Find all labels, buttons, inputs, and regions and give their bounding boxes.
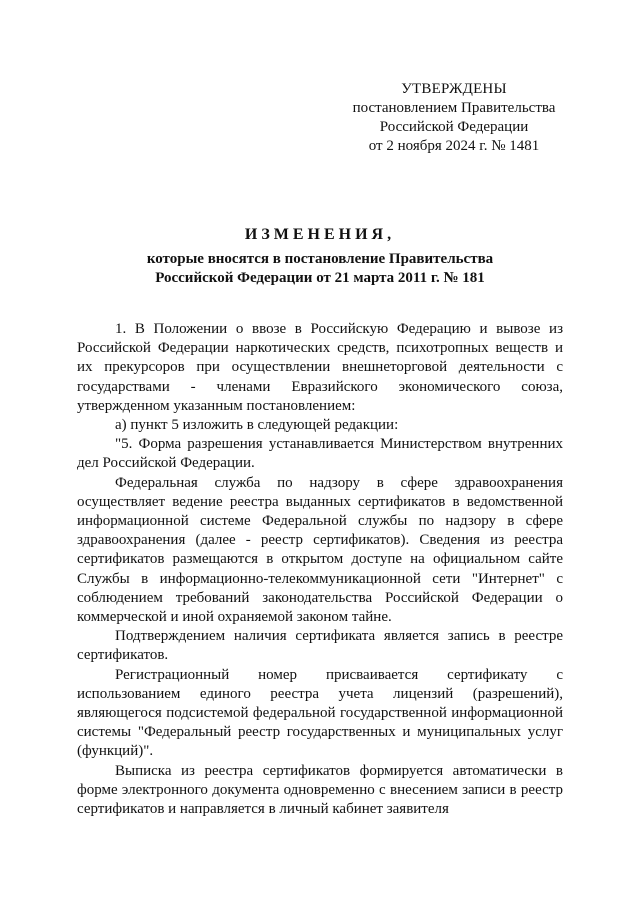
subtitle-line-1: которые вносятся в постановление Правительства [146, 251, 494, 267]
approval-line-2: Российской Федерации [379, 119, 529, 135]
document-subtitle [60, 250, 580, 288]
paragraph-2: а) пункт 5 изложить в следующей редакции: [115, 417, 399, 434]
paragraph-5: Подтверждением наличия сертификата является запись в реестре сертификатов. [77, 628, 563, 664]
document-body [77, 320, 563, 819]
paragraph-1: 1. В Положении о ввозе в Российскую Федерацию и вывозе из Российской Федерации наркотических средств, психотропных веществ и их прекурсоров при осуществлении внешнеторговой деятельности с государствами - членами Евразийского экономического союза, утвержденном указанным постановлением: [77, 321, 563, 414]
document-title: ИЗМЕНЕНИЯ, [244, 226, 396, 243]
paragraph-3: "5. Форма разрешения устанавливается Министерством внутренних дел Российской Федерации. [77, 436, 563, 472]
approval-line-3: от 2 ноября 2024 г. № 1481 [368, 138, 540, 154]
paragraph-6: Регистрационный номер присваивается сертификату с использованием единого реестра учета лицензий (разрешений), являющегося подсистемой федеральной государственной информационной системы "Федеральный реестр государственных и муниципальных услуг (функций)". [77, 666, 563, 760]
paragraph-4: Федеральная служба по надзору в сфере здравоохранения осуществляет ведение реестра выданных сертификатов в ведомственной информационной системе Федеральной службы по надзору в сфере здравоохранения (далее - реестр сертификатов). Сведения из реестра сертификатов размещаются в открытом доступе на официальном сайте Службы в информационно-телекоммуникационной сети "Интернет" с соблюдением требований законодательства Российской Федерации о коммерческой и иной охраняемой законом тайне. [77, 474, 563, 626]
approval-line-1: постановлением Правительства [352, 100, 556, 116]
approval-heading: УТВЕРЖДЕНЫ [401, 81, 507, 97]
subtitle-line-2: Российской Федерации от 21 марта 2011 г. № 181 [155, 270, 485, 286]
paragraph-7: Выписка из реестра сертификатов формируется автоматически в форме электронного документа одновременно с внесением записи в реестр сертификатов и направляется в личный кабинет заявителя [77, 762, 563, 818]
approval-stamp [330, 80, 578, 156]
